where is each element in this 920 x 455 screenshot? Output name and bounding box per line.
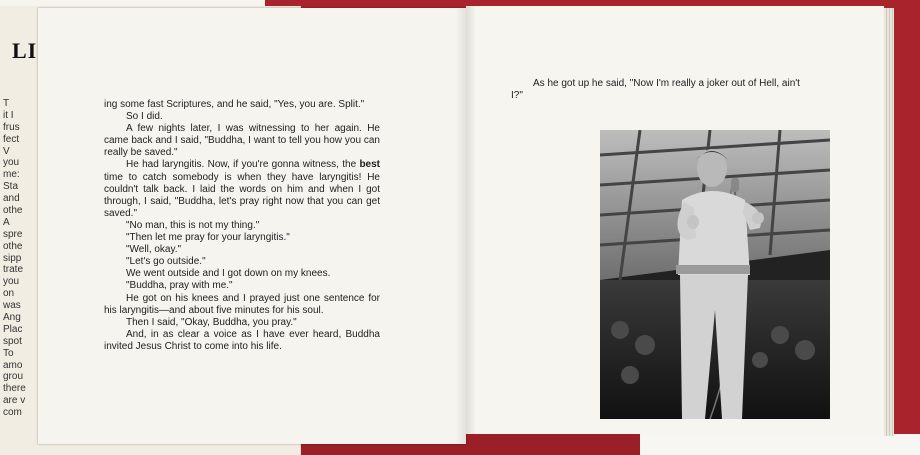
body-paragraph: "No man, this is not my thing." [126, 219, 260, 231]
underlying-line-fragment: fect [3, 133, 20, 145]
underlying-page-title: LI [12, 38, 38, 63]
underlying-line-fragment: was [3, 300, 21, 312]
body-paragraph: "Let's go outside." [126, 256, 206, 268]
underlying-line-fragment: spot [3, 335, 22, 347]
underlying-line-fragment: othe [3, 240, 23, 252]
preacher-with-microphone-photo [600, 130, 830, 419]
underlying-line-fragment: you [3, 157, 20, 169]
body-paragraph: "Then let me pray for your laryngitis." [126, 232, 290, 244]
body-paragraph: "Well, okay." [126, 244, 182, 256]
underlying-line-fragment: grou [3, 371, 24, 383]
underlying-line-fragment: A [3, 216, 10, 228]
underlying-line-fragment: it I [3, 109, 14, 121]
body-paragraph: "Buddha, pray with me." [126, 280, 233, 292]
underlying-line-fragment: othe [3, 205, 23, 217]
photo-illustration [600, 130, 830, 419]
underlying-line-fragment: me: [3, 169, 20, 181]
underlying-line-fragment: T [3, 98, 10, 109]
emphasized-word: best [359, 159, 380, 171]
underlying-line-fragment: V [3, 145, 10, 157]
scan-background-strip [640, 434, 920, 455]
underlying-line-fragment: To [3, 347, 14, 359]
body-paragraph: ing some fast Scriptures, and he said, "Yes, you are. Split." [104, 99, 365, 110]
underlying-line-fragment: and [3, 193, 20, 205]
underlying-line-fragment: are v [3, 395, 26, 407]
underlying-line-fragment: Sta [3, 181, 19, 193]
underlying-line-fragment: spre [3, 228, 23, 240]
underlying-line-fragment: com [3, 407, 22, 419]
underlying-line-fragment: trate [3, 264, 24, 276]
underlying-line-fragment: amo [3, 359, 23, 371]
underlying-line-fragment: sipp [3, 252, 22, 264]
underlying-page-text [3, 98, 43, 419]
body-paragraph: He got on his knees and I prayed just one sentence for his laryngitis—and about five minutes for his soul. [104, 292, 380, 316]
underlying-line-fragment: on [3, 288, 15, 300]
body-paragraph: Then I said, "Okay, Buddha, you pray." [126, 316, 297, 328]
underlying-line-fragment: Ang [3, 312, 21, 324]
right-page-caption [511, 78, 811, 102]
body-paragraph: He had laryngitis. Now, if you're gonna witness, the best time to catch somebody is when they have laryngitis! He couldn't talk back. I laid the words on him and when I got through, I said, "Buddha, let's pray right now that you can get saved." [104, 159, 380, 219]
body-paragraph: A few nights later, I was witnessing to her again. He came back and I said, "Buddha, I want to tell you how you can really be saved." [104, 123, 380, 159]
underlying-line-fragment: there [3, 383, 26, 395]
underlying-line-fragment: frus [3, 121, 20, 133]
page-edges [884, 8, 894, 436]
underlying-line-fragment: Plac [3, 323, 23, 335]
body-paragraph: And, in as clear a voice as I have ever heard, Buddha invited Jesus Christ to come into his life. [104, 328, 380, 352]
body-paragraph: So I did. [126, 111, 163, 123]
underlying-line-fragment: you [3, 276, 20, 288]
caption-paragraph: As he got up he said, "Now I'm really a joker out of Hell, ain't I?" [511, 78, 800, 102]
left-page-body-text [104, 99, 380, 353]
body-paragraph: We went outside and I got down on my knees. [126, 268, 331, 280]
